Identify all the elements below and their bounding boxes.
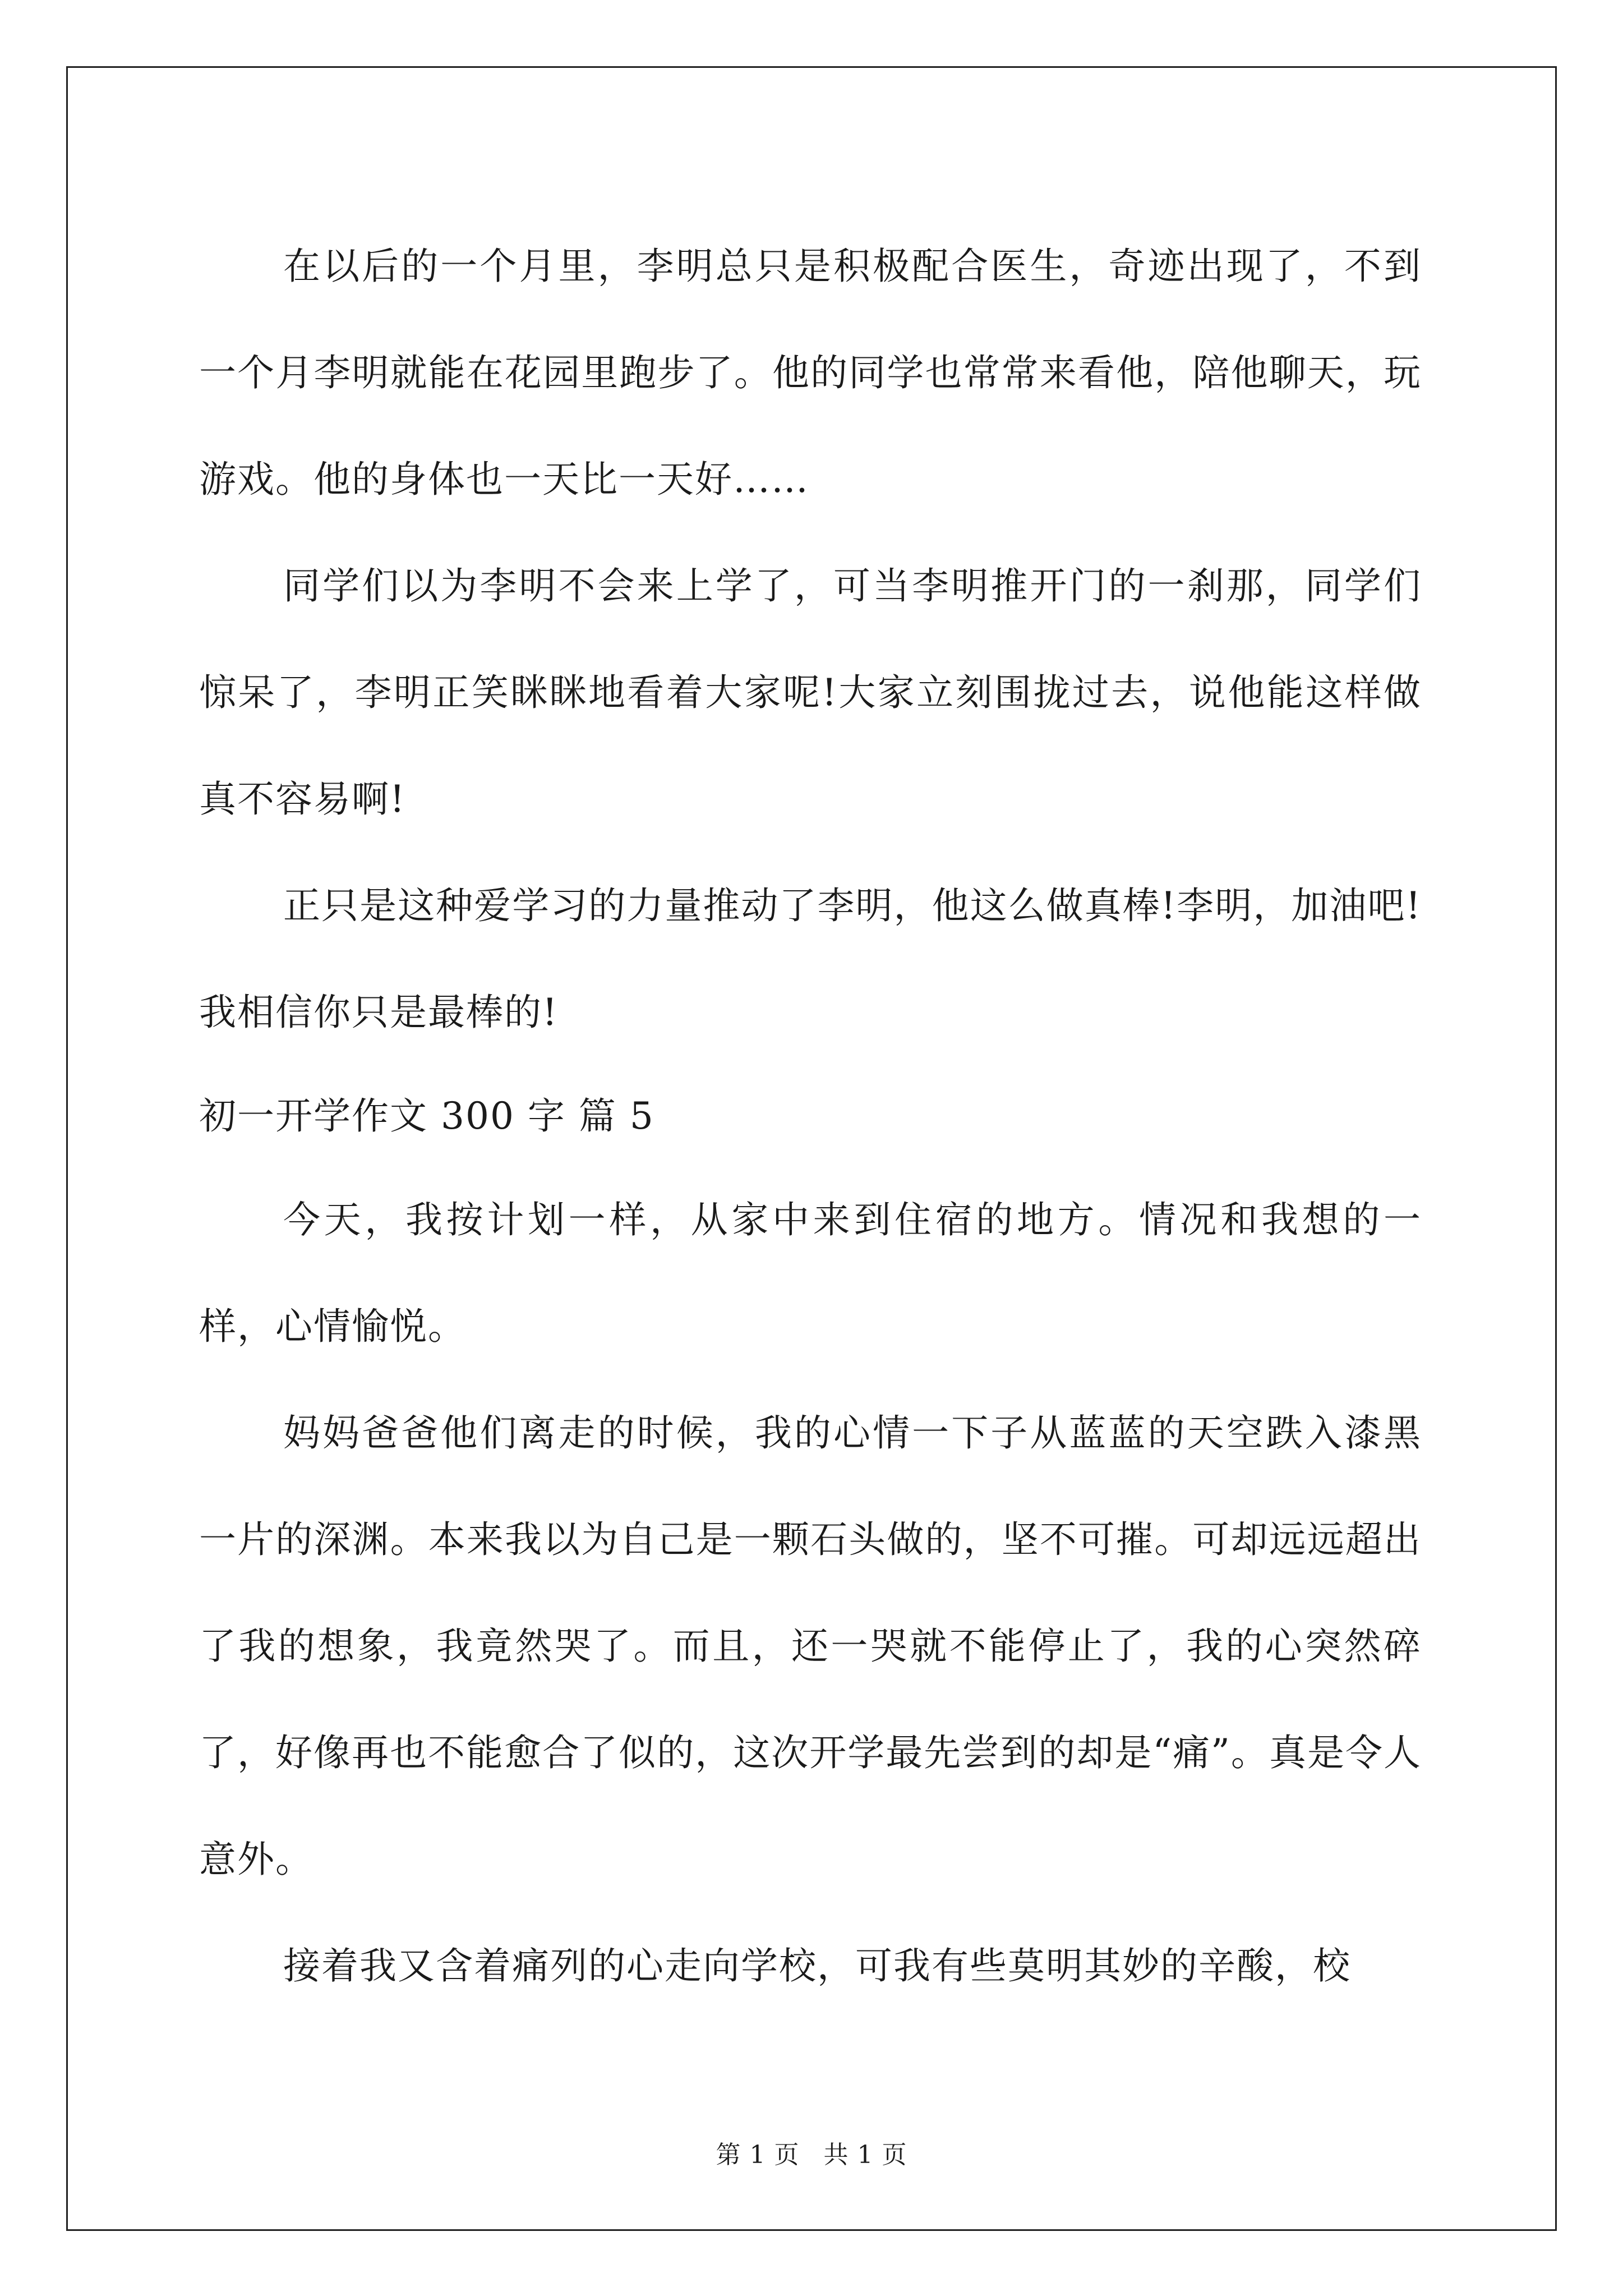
paragraph: 妈妈爸爸他们离走的时候，我的心情一下子从蓝蓝的天空跌入漆黑一片的深渊。本来我以为自己是一颗石头做的，坚不可摧。可却远远超出了我的想象，我竟然哭了。而且，还一哭就不能停止了，我的心突然碎了，好像再也不能愈合了似的，这次开学最先尝到的却是“痛”。真是令人意外。	[199, 1411, 1422, 1881]
section-heading: 初一开学作文 300 字 篇 5	[199, 1094, 654, 1138]
paragraph: 今天，我按计划一样，从家中来到住宿的地方。情况和我想的一样，心情愉悦。	[199, 1198, 1422, 1348]
paragraph: 正只是这种爱学习的力量推动了李明，他这么做真棒!李明，加油吧!我相信你只是最棒的!	[199, 884, 1422, 1034]
paragraph: 在以后的一个月里，李明总只是积极配合医生，奇迹出现了，不到一个月李明就能在花园里跑步了。他的同学也常常来看他，陪他聊天，玩游戏。他的身体也一天比一天好……	[199, 245, 1422, 501]
document-body	[199, 213, 1422, 2019]
paragraph: 同学们以为李明不会来上学了，可当李明推开门的一刹那，同学们惊呆了，李明正笑眯眯地看着大家呢!大家立刻围拢过去，说他能这样做真不容易啊!	[199, 564, 1422, 821]
page-total: 共 1 页	[823, 2141, 907, 2169]
page-footer	[0, 2134, 1623, 2170]
page-number: 第 1 页	[716, 2141, 800, 2169]
paragraph: 接着我又含着痛列的心走向学校，可我有些莫明其妙的辛酸，校	[283, 1944, 1351, 1987]
